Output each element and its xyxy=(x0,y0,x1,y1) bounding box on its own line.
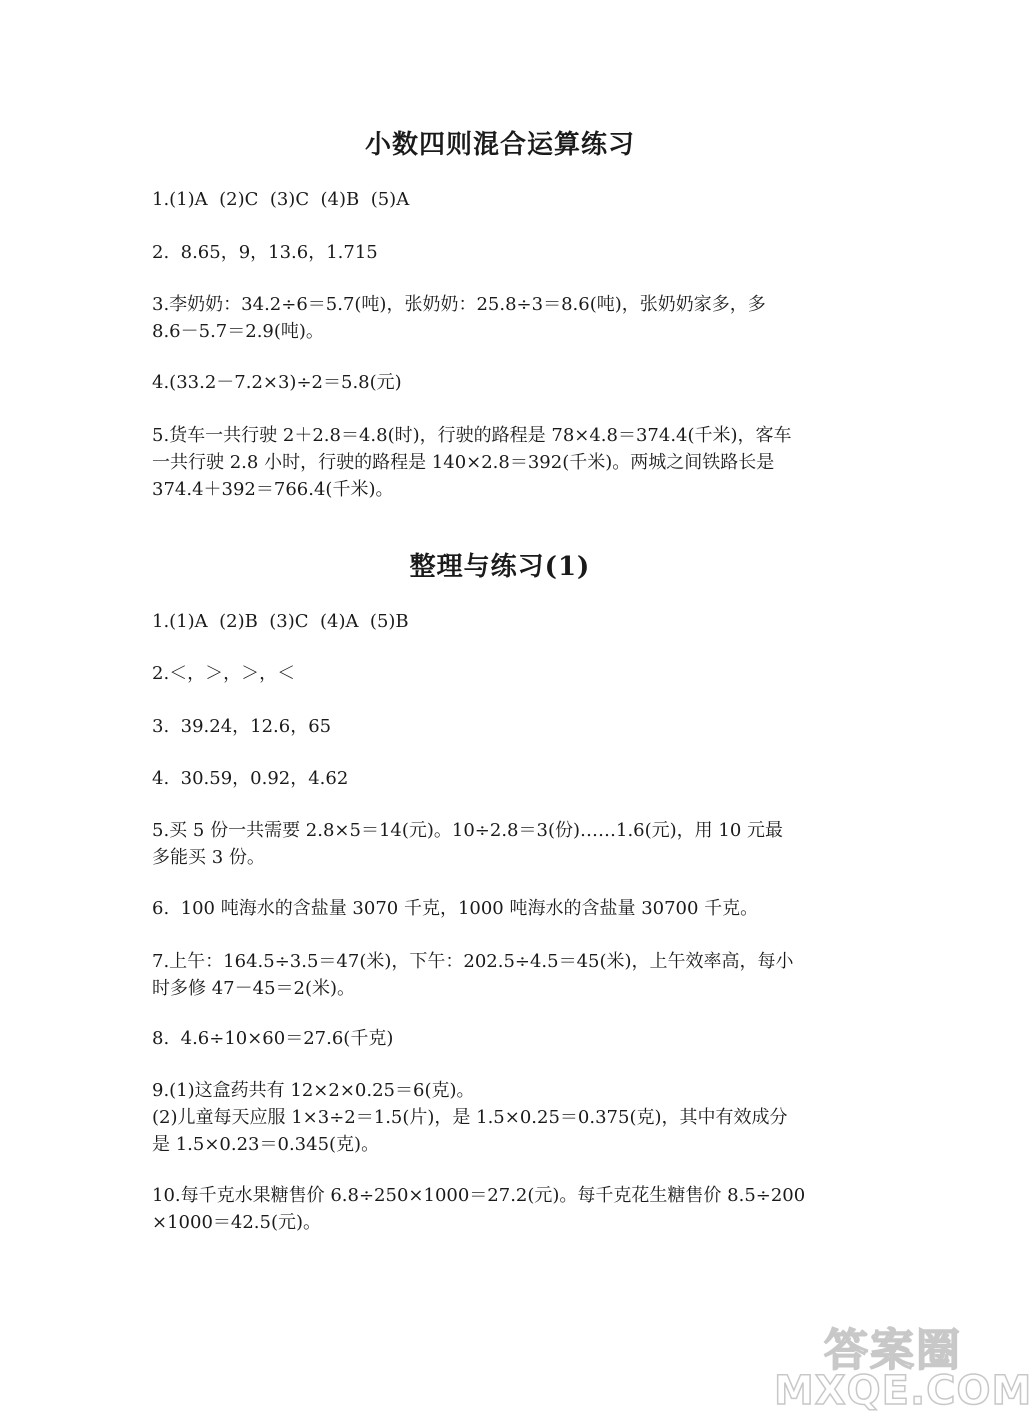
answer-item: 9.(1)这盒药共有 12×2×0.25＝6(克)。 (2)儿童每天应服 1×3÷2＝1.5(片)，是 1.5×0.25＝0.375(克)，其中有效成分 是 1.5×0.23＝0.345(克)。 xyxy=(152,1080,788,1155)
answer-item: 7.上午：164.5÷3.5＝47(米)，下午：202.5÷4.5＝45(米)，上午效率高，每小 时多修 47－45＝2(米)。 xyxy=(152,951,794,999)
answer-item: 5.货车一共行驶 2＋2.8＝4.8(时)，行驶的路程是 78×4.8＝374.4(千米)，客车 一共行驶 2.8 小时，行驶的路程是 140×2.8＝392(千米)。两城之间铁路长是 374.4＋392＝766.4(千米)。 xyxy=(152,425,792,500)
answer-item: 3. 39.24，12.6，65 xyxy=(152,716,332,737)
answer-item: 4. 30.59，0.92，4.62 xyxy=(152,768,349,789)
answer-item: 3.李奶奶：34.2÷6＝5.7(吨)，张奶奶：25.8÷3＝8.6(吨)，张奶奶家多，多 8.6－5.7＝2.9(吨)。 xyxy=(152,294,766,342)
answer-item: 8. 4.6÷10×60＝27.6(千克) xyxy=(152,1028,394,1049)
watermark-url: MXQE.COM xyxy=(774,1368,1032,1414)
answer-item: 4.(33.2－7.2×3)÷2＝5.8(元) xyxy=(152,372,402,393)
answer-item: 1.(1)A (2)B (3)C (4)A (5)B xyxy=(152,611,409,632)
answer-item: 5.买 5 份一共需要 2.8×5＝14(元)。10÷2.8＝3(份)……1.6(元)，用 10 元最 多能买 3 份。 xyxy=(152,820,784,868)
answer-item: 1.(1)A (2)C (3)C (4)B (5)A xyxy=(152,189,410,210)
answer-item: 10.每千克水果糖售价 6.8÷250×1000＝27.2(元)。每千克花生糖售价 8.5÷200 ×1000＝42.5(元)。 xyxy=(152,1185,806,1233)
answer-item: 6. 100 吨海水的含盐量 3070 千克，1000 吨海水的含盐量 30700 千克。 xyxy=(152,898,759,919)
section-title-review-practice: 整理与练习(1) xyxy=(409,552,591,582)
answer-item: 2.＜，＞，＞，＜ xyxy=(152,663,296,684)
site-watermark xyxy=(760,1300,1032,1414)
answer-item: 2. 8.65，9，13.6，1.715 xyxy=(152,242,378,263)
section-title-decimal-mixed-operations: 小数四则混合运算练习 xyxy=(364,130,635,160)
watermark-logo-text: 答案圈 xyxy=(824,1325,962,1376)
